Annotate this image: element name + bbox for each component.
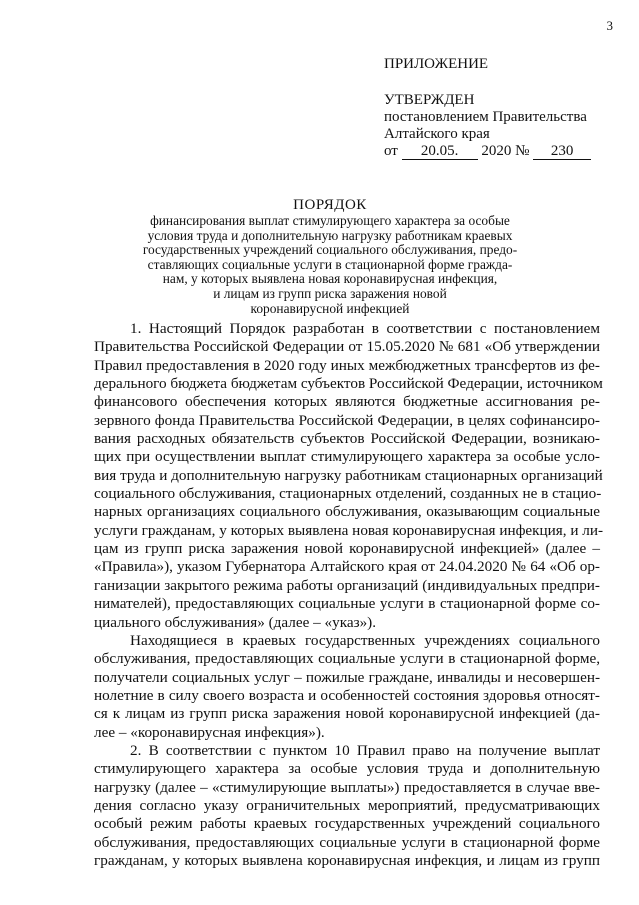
subtitle-line: финансирования выплат стимулирующего характера за особые [150, 213, 510, 228]
paragraph-line: 1. Настоящий Порядок разработан в соответствии с постановлением [130, 320, 600, 337]
paragraph-line: цам из групп риска заражения новой коронавирусной инфекцией» (далее – [94, 540, 600, 558]
paragraph-line: нимателей), предоставляющих социальные услуги в стационарной форме со- [94, 595, 600, 613]
paragraph-line: социального обслуживания, стационарных отделений, созданных не в стацио- [94, 485, 602, 503]
paragraph-line: «Правила»), указом Губернатора Алтайского края от 24.04.2020 № 64 «Об ор- [94, 558, 600, 576]
approval-date-line [384, 143, 624, 160]
paragraph-line: зервного фонда Правительства Российской Федерации, в целях софинансиро- [94, 411, 600, 429]
paragraph-line: щих при осуществлении выплат стимулирующего характера за особые усло- [94, 448, 600, 466]
paragraph-line: Находящиеся в краевых государственных учреждениях социального [130, 631, 600, 649]
paragraph [94, 632, 600, 742]
paragraph-line: нолетние в силу своего возраста и особенностей состояния здоровья относят- [94, 686, 600, 704]
paragraph-line: вия труда и дополнительную нагрузку работникам стационарных организаций [94, 466, 603, 484]
paragraph-line: финансового обеспечения которых являются бюджетные ассигнования ре- [94, 393, 600, 411]
appendix-label: ПРИЛОЖЕНИЕ [384, 56, 489, 72]
document-title-block [110, 196, 550, 316]
paragraph-line: стимулирующего характера за особые условия труда и дополнительную [94, 760, 600, 778]
paragraph-line: лее – «коронавирусная инфекция»). [94, 723, 325, 741]
paragraph-line: обслуживания, предоставляющих социальные услуги в стационарной форме [94, 833, 600, 851]
paragraph-line: услуги гражданам, у которых выявлена новая коронавирусная инфекция, и ли- [94, 521, 604, 539]
approval-line-1: постановлением Правительства [384, 109, 587, 125]
approval-date: 20.05. [402, 144, 478, 160]
approval-stamp [384, 56, 624, 160]
paragraph [94, 320, 604, 632]
paragraph-line: нагрузку (далее – «стимулирующие выплаты») предоставляется в случае вве- [94, 778, 600, 796]
paragraph-line: нарных организациях социального обслуживания, оказывающим социальные [94, 503, 600, 521]
document-body [94, 320, 604, 870]
approval-line-2: Алтайского края [384, 126, 490, 142]
from-label: от [384, 143, 398, 159]
subtitle-line: коронавирусной инфекцией [250, 300, 410, 316]
paragraph-line: получатели социальных услуг – пожилые граждане, инвалиды и несовершен- [94, 668, 600, 686]
paragraph-line: Правительства Российской Федерации от 15.05.2020 № 681 «Об утверждении [94, 338, 600, 356]
paragraph-line: дерального бюджета бюджетам субъектов Российской Федерации, источником [94, 375, 603, 393]
paragraph-line: ганизации закрытого режима работы организаций (индивидуальных предпри- [94, 576, 600, 594]
subtitle-line: нам, у которых выявлена новая коронавирусная инфекция, [162, 271, 498, 287]
paragraph-line: вания расходных обязательств субъектов Российской Федерации, возникаю- [94, 430, 600, 448]
paragraph-line: особый режим работы краевых государственных учреждений социального [94, 815, 600, 833]
subtitle-line: и лицам из групп риска заражения новой [213, 285, 447, 301]
page-number: 3 [606, 18, 613, 33]
subtitle-line: ставляющих социальные услуги в стационарной форме гражда- [147, 256, 513, 272]
paragraph [94, 742, 600, 870]
approved-label: УТВЕРЖДЕН [384, 92, 475, 108]
paragraph-line: ся к лицам из групп риска заражения новой коронавирусной инфекцией (да- [94, 705, 600, 723]
subtitle-line: государственных учреждений социального обслуживания, предо- [142, 242, 518, 258]
document-title: ПОРЯДОК [293, 197, 367, 213]
paragraph-line: 2. В соответствии с пунктом 10 Правил право на получение выплат [130, 741, 600, 759]
subtitle-line: условия труда и дополнительную нагрузку работникам краевых [147, 227, 513, 243]
paragraph-line: дения согласно указу ограничительных мероприятий, предусматривающих [94, 796, 600, 814]
document-subtitle [110, 214, 550, 316]
paragraph-line: циального обслуживания» (далее – «указ»). [94, 613, 377, 631]
year-number-label: 2020 № [481, 143, 530, 159]
paragraph-line: Правил предоставления в 2020 году иных межбюджетных трансфертов из фе- [94, 356, 600, 374]
approval-number: 230 [533, 144, 591, 160]
paragraph-line: гражданам, у которых выявлена коронавирусная инфекция, и лицам из групп [94, 851, 600, 869]
paragraph-line: обслуживания, предоставляющих социальные услуги в стационарной форме, [94, 650, 600, 668]
